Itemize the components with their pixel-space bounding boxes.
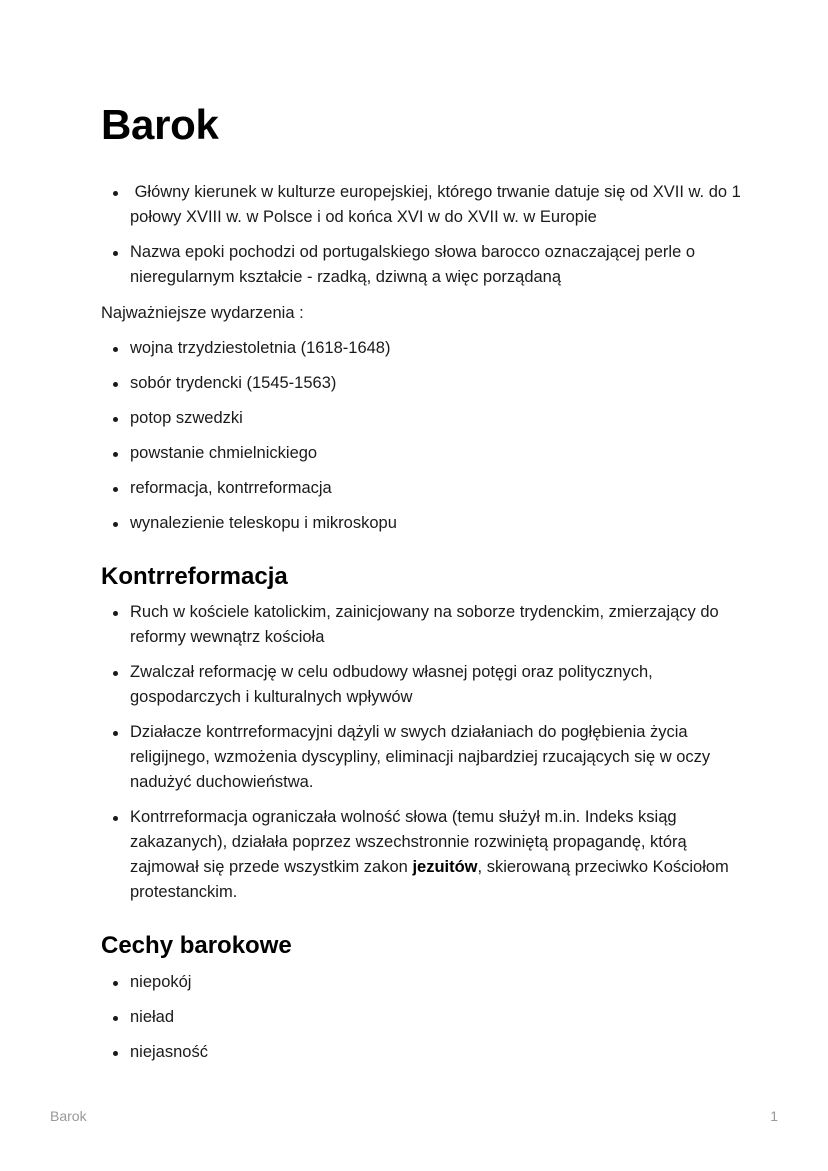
bullet-icon bbox=[113, 347, 118, 352]
list-item: wojna trzydziestoletnia (1618-1648) bbox=[101, 336, 741, 361]
list-item: Ruch w kościele katolickim, zainicjowany na soborze trydenckim, zmierzający do reformy wewnątrz kościoła bbox=[101, 600, 741, 650]
bullet-icon bbox=[113, 191, 118, 196]
list-item: Zwalczał reformację w celu odbudowy własnej potęgi oraz politycznych, gospodarczych i kulturalnych wpływów bbox=[101, 660, 741, 710]
list-item: wynalezienie teleskopu i mikroskopu bbox=[101, 511, 741, 536]
list-item: nieład bbox=[101, 1005, 741, 1030]
page-number: 1 bbox=[770, 1108, 778, 1124]
bullet-icon bbox=[113, 611, 118, 616]
footer-title: Barok bbox=[50, 1108, 87, 1124]
list-item: powstanie chmielnickiego bbox=[101, 441, 741, 466]
bullet-icon bbox=[113, 382, 118, 387]
section-heading-kontrreformacja: Kontrreformacja bbox=[101, 563, 288, 590]
list-item: potop szwedzki bbox=[101, 406, 741, 431]
list-item: Główny kierunek w kulturze europejskiej, którego trwanie datuje się od XVII w. do 1 połowy XVIII w. w Polsce i od końca XVI w do XVII w. w Europie bbox=[101, 180, 741, 230]
bullet-icon bbox=[113, 816, 118, 821]
list-item: Kontrreformacja ograniczała wolność słowa (temu służył m.in. Indeks ksiąg zakazanych), działała poprzez wszechstronnie rozwiniętą propagandę, którą zajmował się przede wszystkim zakon jezuitów, skierowaną przeciwko Kościołom protestanckim. bbox=[101, 805, 741, 905]
intro-list bbox=[101, 180, 746, 300]
bullet-icon bbox=[113, 1016, 118, 1021]
document-title: Barok bbox=[101, 101, 219, 148]
list-item: niepokój bbox=[101, 970, 741, 995]
bold-term: jezuitów bbox=[412, 858, 478, 876]
list-item: sobór trydencki (1545-1563) bbox=[101, 371, 741, 396]
list-item: niejasność bbox=[101, 1040, 741, 1065]
events-list bbox=[101, 336, 741, 546]
list-item: Działacze kontrreformacyjni dążyli w swych działaniach do pogłębienia życia religijnego, wzmożenia dyscypliny, eliminacji najbardziej rzucających się w oczy nadużyć duchowieństwa. bbox=[101, 720, 741, 795]
bullet-icon bbox=[113, 417, 118, 422]
list-item: reformacja, kontrreformacja bbox=[101, 476, 741, 501]
cechy-list bbox=[101, 970, 741, 1075]
bullet-icon bbox=[113, 731, 118, 736]
kontrreformacja-list bbox=[101, 600, 741, 915]
section-heading-cechy: Cechy barokowe bbox=[101, 932, 292, 959]
bullet-icon bbox=[113, 671, 118, 676]
bullet-icon bbox=[113, 487, 118, 492]
bullet-icon bbox=[113, 1051, 118, 1056]
events-label: Najważniejsze wydarzenia : bbox=[101, 304, 304, 322]
bullet-icon bbox=[113, 981, 118, 986]
bullet-icon bbox=[113, 452, 118, 457]
list-item: Nazwa epoki pochodzi od portugalskiego słowa barocco oznaczającej perle o nieregularnym kształcie - rzadką, dziwną a więc porządaną bbox=[101, 240, 741, 290]
bullet-icon bbox=[113, 251, 118, 256]
bullet-icon bbox=[113, 522, 118, 527]
